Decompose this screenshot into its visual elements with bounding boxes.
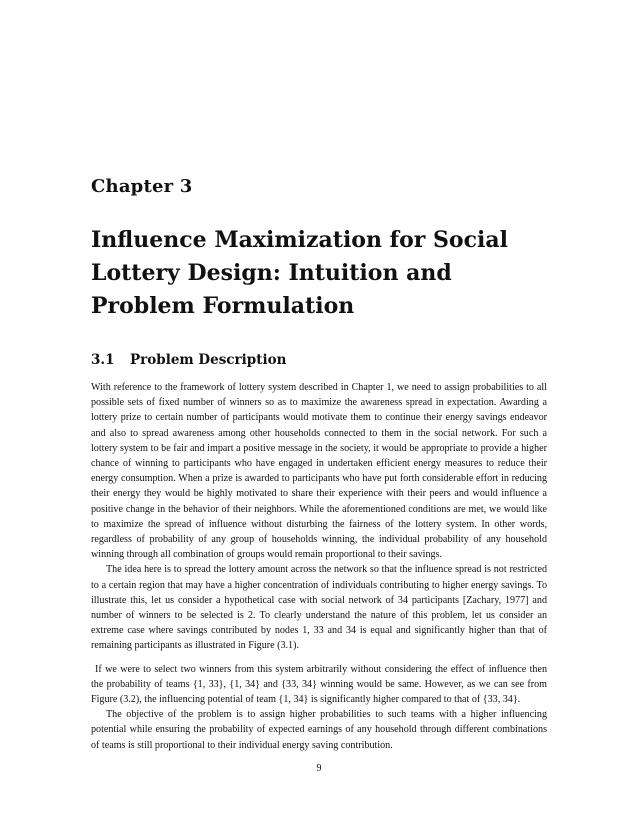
section-number: 3.1: [91, 352, 115, 368]
page-number: 9: [316, 763, 322, 774]
section-title: Problem Description: [130, 352, 287, 368]
section-heading: [91, 352, 286, 368]
document-page: [91, 0, 547, 826]
chapter-title: Influence Maximization for Social Lottery Design: Intuition and Problem Formulation: [91, 227, 508, 319]
paragraph: The objective of the problem is to assign higher probabilities to such teams with a higher influencing potential while ensuring the probability of expected earnings of any household through different combinations of teams is still proportional to their individual energy saving contribution.: [91, 709, 547, 751]
chapter-label: Chapter 3: [91, 176, 193, 197]
paragraph: With reference to the framework of lottery system described in Chapter 1, we need to assign probabilities to all possible sets of fixed number of winners so as to maximize the awareness spread in expectation. Awarding a lottery prize to certain number of participants would motivate them to continue their energy savings endeavor and also to spread awareness among other households connected to them in the social network. For such a lottery system to be fair and impart a positive message in the society, it would be appropriate to provide a higher chance of winning to participants who have engaged in undertaken efficient energy measures to reduce their energy consumption. When a prize is awarded to participants who have put forth considerable effort in reducing their energy they would be highly motivated to share their experience with their peers and would influence a positive change in the behavior of their neighbors. While the aforementioned conditions are met, we would like to maximize the spread of influence without disturbing the fairness of the lottery system. In other words, regardless of probability of any group of households winning, the individual probability of any household winning through all combination of groups would remain proportional to their savings.: [91, 382, 547, 561]
body-text: [91, 380, 547, 753]
paragraph: The idea here is to spread the lottery amount across the network so that the influence spread is not restricted to a certain region that may have a higher concentration of individuals contributing to higher energy savings. To illustrate this, let us consider a hypothetical case with social network of 34 participants [Zachary, 1977] and number of winners to be selected is 2. To clearly understand the nature of this problem, let us consider an extreme case where savings contributed by nodes 1, 33 and 34 is equal and significantly higher than that of remaining participants as illustrated in Figure (3.1).: [91, 564, 547, 652]
paragraph: If we were to select two winners from this system arbitrarily without considering the effect of influence then the probability of teams {1, 33}, {1, 34} and {33, 34} winning would be same. However, as we can see from Figure (3.2), the influencing potential of team {1, 34} is significantly higher compared to that of {33, 34}.: [91, 663, 547, 706]
